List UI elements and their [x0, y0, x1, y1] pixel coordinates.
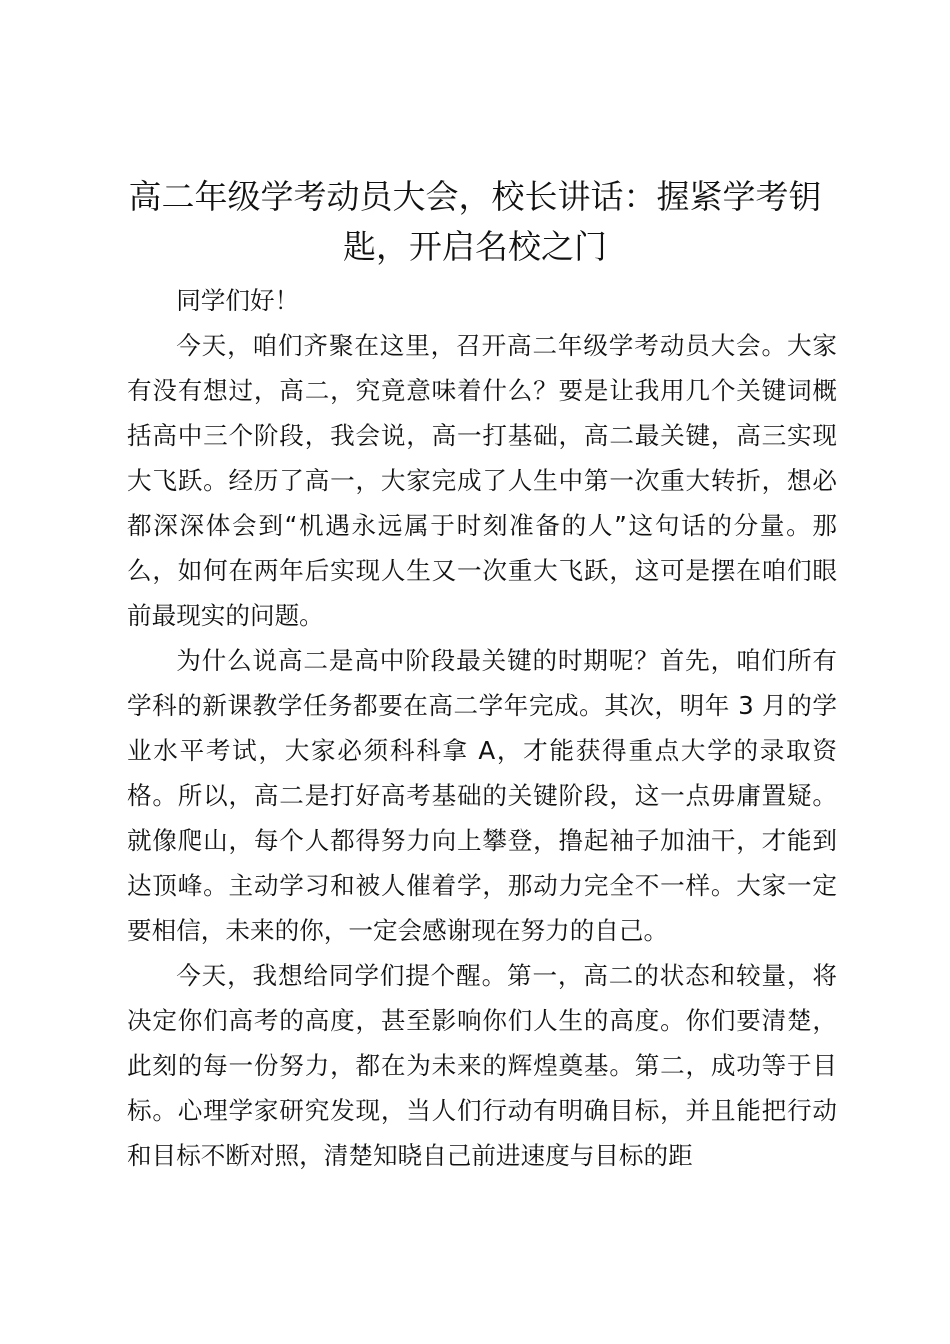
greeting: 同学们好！ — [176, 286, 300, 315]
paragraph-2: 为什么说高二是高中阶段最关键的时期呢？首先，咱们所有学科的新课教学任务都要在高二学年完成。其次，明年 3 月的学业水平考试，大家必须科科拿 A，才能获得重点大学的录取资格。所以，高二是打好高考基础的关键阶段，这一点毋庸置疑。就像爬山，每个人都得努力向上攀登，撸起袖子加油干，才能到达顶峰。主动学习和被人催着学，那动力完全不一样。大家一定要相信，未来的你，一定会感谢现在努力的自己。 — [127, 646, 837, 945]
paragraph-3: 今天，我想给同学们提个醒。第一，高二的状态和较量，将决定你们高考的高度，甚至影响你们人生的高度。你们要清楚，此刻的每一份努力，都在为未来的辉煌奠基。第二，成功等于目标。心理学家研究发现，当人们行动有明确目标，并且能把行动和目标不断对照，清楚知晓自己前进速度与目标的距 — [127, 961, 837, 1170]
document-title: 高二年级学考动员大会，校长讲话：握紧学考钥匙，开启名校之门 — [128, 177, 822, 266]
document-body — [127, 278, 837, 1178]
paragraph-1: 今天，咱们齐聚在这里，召开高二年级学考动员大会。大家有没有想过，高二，究竟意味着什么？要是让我用几个关键词概括高中三个阶段，我会说，高一打基础，高二最关键，高三实现大飞跃。经历了高一，大家完成了人生中第一次重大转折，想必都深深体会到“机遇永远属于时刻准备的人”这句话的分量。那么，如何在两年后实现人生又一次重大飞跃，这可是摆在咱们眼前最现实的问题。 — [127, 331, 837, 630]
